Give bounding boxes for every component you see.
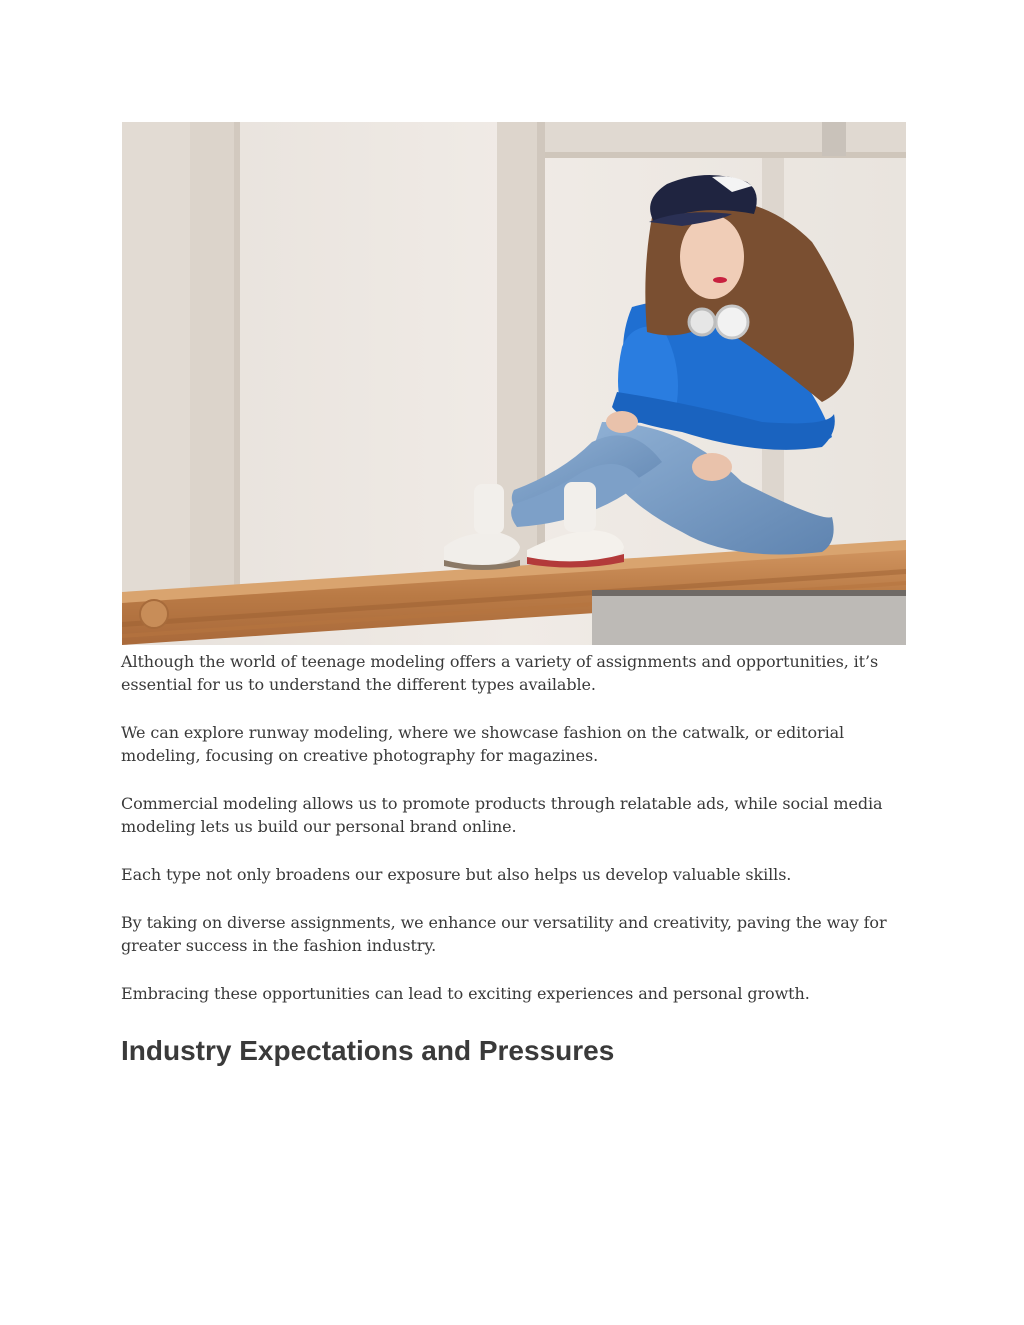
paragraph: Although the world of teenage modeling offers a variety of assignments and opportunities, it’s essential for us to understand the different types available.	[121, 652, 879, 694]
paragraph: Commercial modeling allows us to promote products through relatable ads, while social media modeling lets us build our personal brand online.	[121, 794, 883, 836]
section-heading: Industry Expectations and Pressures	[121, 1035, 615, 1066]
article-body	[121, 650, 906, 1069]
paragraph: We can explore runway modeling, where we showcase fashion on the catwalk, or editorial modeling, focusing on creative photography for magazines.	[121, 723, 845, 765]
photo-illustration	[122, 122, 906, 645]
paragraph: Embracing these opportunities can lead to exciting experiences and personal growth.	[121, 984, 810, 1003]
hero-photo	[122, 122, 906, 645]
paragraph: By taking on diverse assignments, we enhance our versatility and creativity, paving the way for greater success in the fashion industry.	[121, 913, 887, 955]
paragraph: Each type not only broadens our exposure but also helps us develop valuable skills.	[121, 865, 792, 884]
